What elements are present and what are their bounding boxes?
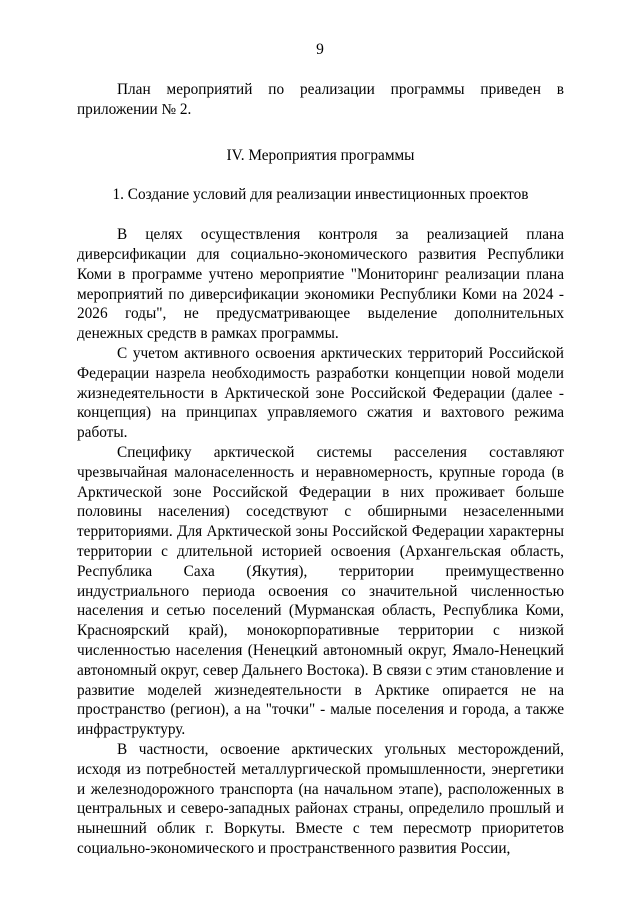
- page-number: 9: [316, 41, 324, 58]
- intro-paragraph: План мероприятий по реализации программы приведен в приложении № 2.: [77, 81, 564, 118]
- subsection-heading: 1. Создание условий для реализации инвестиционных проектов: [112, 186, 529, 204]
- body-paragraph-vorkuta: В частности, освоение арктических угольных месторождений, исходя из потребностей металлургической промышленности, энергетики и железнодорожного транспорта (на начальном этапе), расположенных в центральных и северо-западных районах страны, определило прошлый и нынешний облик г. Воркуты. Вместе с тем пересмотр приоритетов социально-экономического и пространственного развития России,: [77, 740, 564, 857]
- section-heading: IV. Мероприятия программы: [226, 146, 415, 164]
- body-paragraph-arctic-concept: С учетом активного освоения арктических территорий Российской Федерации назрела необходимость разработки концепции новой модели жизнедеятельности в Арктической зоне Российской Федерации (далее - концепция) на принципах управляемого сжатия и вахтового режима работы.: [77, 344, 564, 442]
- body-paragraph-monitoring: В целях осуществления контроля за реализацией плана диверсификации для социально-экономического развития Республики Коми в программе учтено мероприятие "Мониторинг реализации плана мероприятий по диверсификации экономики Республики Коми на 2024 - 2026 годы", не предусматривающее выделение дополнительных денежных средств в рамках программы.: [77, 226, 564, 343]
- document-body: [77, 80, 564, 859]
- spacer: [77, 205, 564, 225]
- spacer: [77, 165, 564, 185]
- body-paragraph-settlement-system: Специфику арктической системы расселения составляют чрезвычайная малонаселенность и неравномерность, крупные города (в Арктической зоне Российской Федерации в них проживает больше половины населения) соседствуют с обширными незаселенными территориями. Для Арктической зоны Российской Федерации характерны территории с длительной историей освоения (Архангельская область, Республика Саха (Якутия), территории преимущественно индустриального периода освоения со значительной численностью населения и сетью поселений (Мурманская область, Республика Коми, Красноярский край), монокорпоративные территории с низкой численностью населения (Ненецкий автономный округ, Ямало-Ненецкий автономный округ, север Дальнего Востока). В связи с этим становление и развитие моделей жизнедеятельности в Арктике опирается не на пространство (регион), а на "точки" - малые поселения и города, а также инфраструктуру.: [77, 443, 564, 739]
- spacer: [77, 120, 564, 146]
